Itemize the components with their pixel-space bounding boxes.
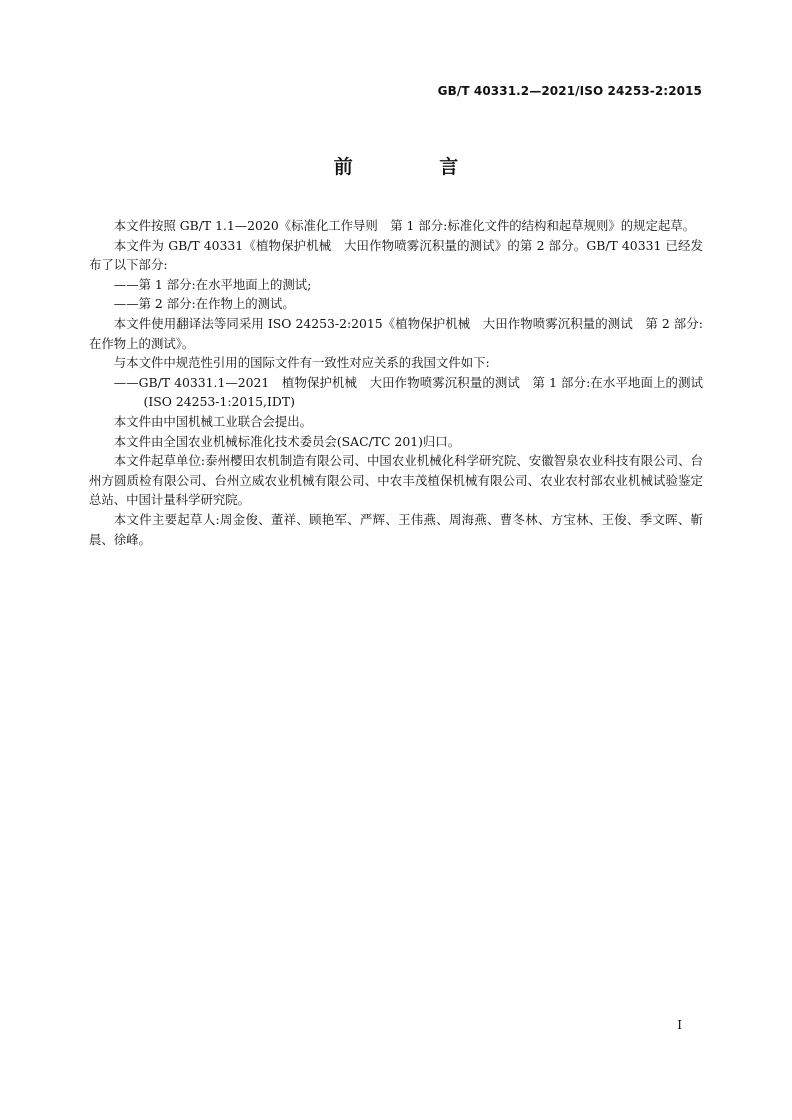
foreword-body xyxy=(89,216,703,549)
paragraph-adoption: 本文件使用翻译法等同采用 ISO 24253-2:2015《植物保护机械 大田作物喷雾沉积量的测试 第 2 部分:在作物上的测试》。 xyxy=(89,315,703,351)
paragraph-drafting-organizations: 本文件起草单位:泰州樱田农机制造有限公司、中国农业机械化科学研究院、安徽智泉农业科技有限公司、台州方圆质检有限公司、台州立威农业机械有限公司、中农丰茂植保机械有限公司、农业农村部农业机械试验鉴定总站、中国计量科学研究院。 xyxy=(89,453,703,508)
page-number: I xyxy=(677,1018,682,1032)
standard-code-header: GB/T 40331.2—2021/ISO 24253-2:2015 xyxy=(437,84,702,98)
paragraph-proposed-by: 本文件由中国机械工业联合会提出。 xyxy=(113,413,313,429)
paragraph-main-drafters: 本文件主要起草人:周金俊、董祥、顾艳军、严辉、王伟燕、周海燕、曹冬林、方宝林、王俊、季文晖、靳晨、徐峰。 xyxy=(89,511,703,547)
page-title: 前 言 xyxy=(333,156,499,178)
paragraph-centralized-by: 本文件由全国农业机械标准化技术委员会(SAC/TC 201)归口。 xyxy=(113,433,461,449)
paragraph-drafting-rules: 本文件按照 GB/T 1.1—2020《标准化工作导则 第 1 部分:标准化文件的结构和起草规则》的规定起草。 xyxy=(113,218,696,233)
paragraph-corresponding-documents: 与本文件中规范性引用的国际文件有一致性对应关系的我国文件如下: xyxy=(113,355,490,371)
paragraph-part-description: 本文件为 GB/T 40331《植物保护机械 大田作物喷雾沉积量的测试》的第 2 部分。GB/T 40331 已经发布了以下部分: xyxy=(89,237,703,273)
list-item-part-1: ——第 1 部分:在水平地面上的测试; xyxy=(113,276,312,292)
list-item-part-2: ——第 2 部分:在作物上的测试。 xyxy=(113,296,295,312)
list-item-corresponding-standard: ——GB/T 40331.1—2021 植物保护机械 大田作物喷雾沉积量的测试 第 1 部分:在水平地面上的测试(ISO 24253-1:2015,IDT) xyxy=(113,374,703,410)
